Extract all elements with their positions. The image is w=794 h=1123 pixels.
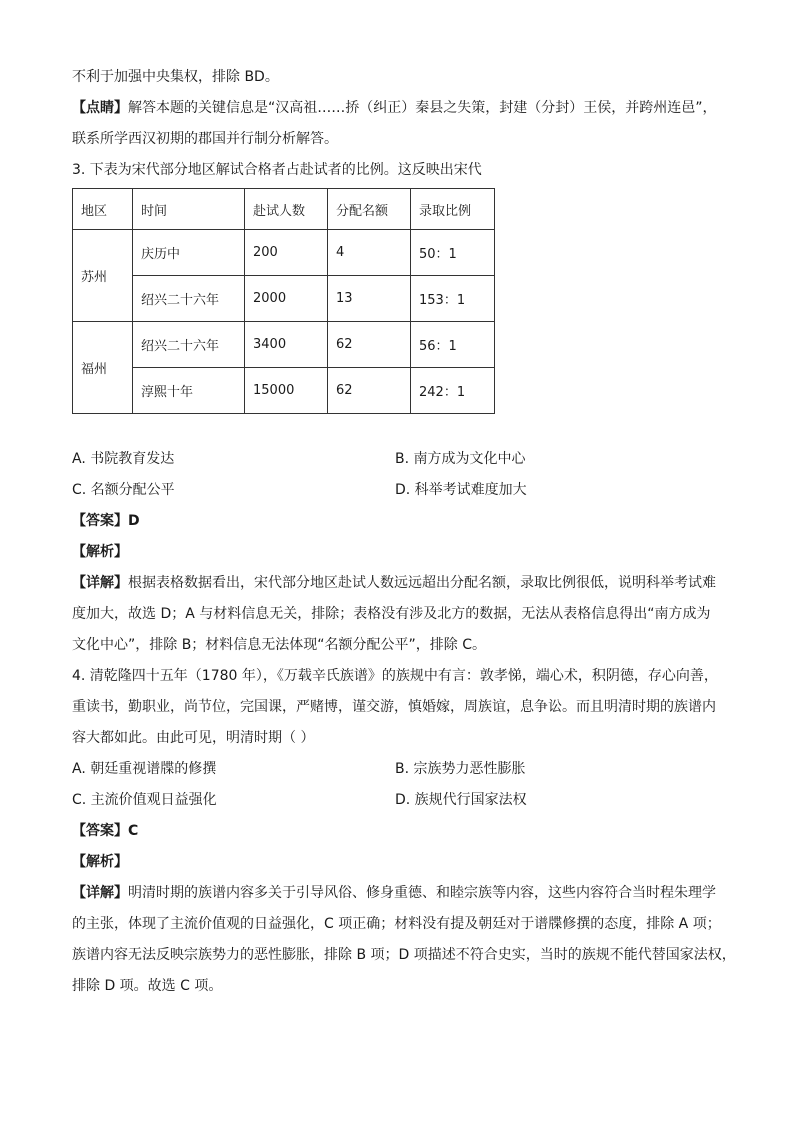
option-a: A. 书院教育发达: [72, 451, 175, 467]
table-header-cell: 录取比例: [411, 189, 495, 230]
table-row: [73, 276, 495, 322]
quota-cell: 62: [328, 368, 411, 414]
intro-line: 不利于加强中央集权，排除 BD。: [72, 69, 279, 85]
quota-cell: 4: [328, 230, 411, 276]
region-cell: 福州: [73, 322, 133, 414]
candidates-cell: 200: [245, 230, 328, 276]
question-4-answer: 【答案】C: [72, 823, 139, 839]
ratio-cell: 153：1: [411, 276, 495, 322]
ratio-cell: 242：1: [411, 368, 495, 414]
question-3-detail: [72, 568, 732, 599]
table-row: [73, 230, 495, 276]
question-4-stem-3: 容大都如此。由此可见，明清时期（ ）: [72, 730, 315, 746]
question-3-answer: 【答案】D: [72, 513, 140, 529]
detail-line-2: 度加大，故选 D；A 与材料信息无关，排除；表格没有涉及北方的数据，无法从表格信息得出“南方成为: [72, 606, 711, 622]
dianjing-text-1: 解答本题的关键信息是“汉高祖……挢（纠正）秦县之失策，封建（分封）王侯，并跨州连邑”，: [128, 100, 717, 116]
question-3-stem: 3. 下表为宋代部分地区解试合格者占赴试者的比例。这反映出宋代: [72, 162, 482, 178]
time-cell: 绍兴二十六年: [133, 322, 245, 368]
candidates-cell: 15000: [245, 368, 328, 414]
ratio-cell: 56：1: [411, 322, 495, 368]
candidates-cell: 2000: [245, 276, 328, 322]
table-header-cell: 地区: [73, 189, 133, 230]
detail-line-4: 排除 D 项。故选 C 项。: [72, 978, 223, 994]
document-page: [72, 62, 736, 1002]
option-a: A. 朝廷重视谱牒的修撰: [72, 761, 217, 777]
question-3-options: [72, 444, 732, 506]
option-c: C. 名额分配公平: [72, 482, 175, 498]
table-header-cell: 分配名额: [328, 189, 411, 230]
detail-line-3: 族谱内容无法反映宗族势力的恶性膨胀，排除 B 项；D 项描述不符合史实，当时的族规不能代替国家法权，: [72, 947, 736, 963]
quota-cell: 62: [328, 322, 411, 368]
time-cell: 庆历中: [133, 230, 245, 276]
question-4-analysis-tag: 【解析】: [72, 854, 128, 870]
question-4-options: [72, 754, 732, 816]
option-d: D. 族规代行国家法权: [395, 792, 527, 808]
table-header-cell: 时间: [133, 189, 245, 230]
detail-tag: 【详解】: [72, 885, 128, 901]
dianjing-text-2: 联系所学西汉初期的郡国并行制分析解答。: [72, 131, 338, 147]
option-b: B. 宗族势力恶性膨胀: [395, 761, 526, 777]
quota-cell: 13: [328, 276, 411, 322]
admission-ratio-table: [72, 188, 495, 414]
dianjing-tag: 【点睛】: [72, 100, 128, 116]
detail-tag: 【详解】: [72, 575, 128, 591]
table-header-cell: 赴试人数: [245, 189, 328, 230]
question-4-detail: [72, 878, 732, 909]
dianjing-paragraph: [72, 93, 732, 124]
ratio-cell: 50：1: [411, 230, 495, 276]
detail-line-1: 明清时期的族谱内容多关于引导风俗、修身重德、和睦宗族等内容，这些内容符合当时程朱理学: [128, 885, 716, 901]
time-cell: 淳熙十年: [133, 368, 245, 414]
table-header-row: [73, 189, 495, 230]
region-cell: 苏州: [73, 230, 133, 322]
option-c: C. 主流价值观日益强化: [72, 792, 217, 808]
detail-line-3: 文化中心”，排除 B；材料信息无法体现“名额分配公平”，排除 C。: [72, 637, 487, 653]
table-row: [73, 322, 495, 368]
question-3-analysis-tag: 【解析】: [72, 544, 128, 560]
option-d: D. 科举考试难度加大: [395, 482, 527, 498]
time-cell: 绍兴二十六年: [133, 276, 245, 322]
candidates-cell: 3400: [245, 322, 328, 368]
option-b: B. 南方成为文化中心: [395, 451, 526, 467]
table-row: [73, 368, 495, 414]
question-4-stem-1: 4. 清乾隆四十五年（1780 年），《万载辛氏族谱》的族规中有言：敦孝悌，端心术，积阴德，存心向善，: [72, 668, 718, 684]
question-4-stem-2: 重读书，勤职业，尚节位，完国课，严赌博，谨交游，慎婚嫁，周族谊，息争讼。而且明清时期的族谱内: [72, 699, 716, 715]
detail-line-1: 根据表格数据看出，宋代部分地区赴试人数远远超出分配名额，录取比例很低，说明科举考试难: [128, 575, 716, 591]
detail-line-2: 的主张，体现了主流价值观的日益强化，C 项正确；材料没有提及朝廷对于谱牒修撰的态度，排除 A 项；: [72, 916, 721, 932]
